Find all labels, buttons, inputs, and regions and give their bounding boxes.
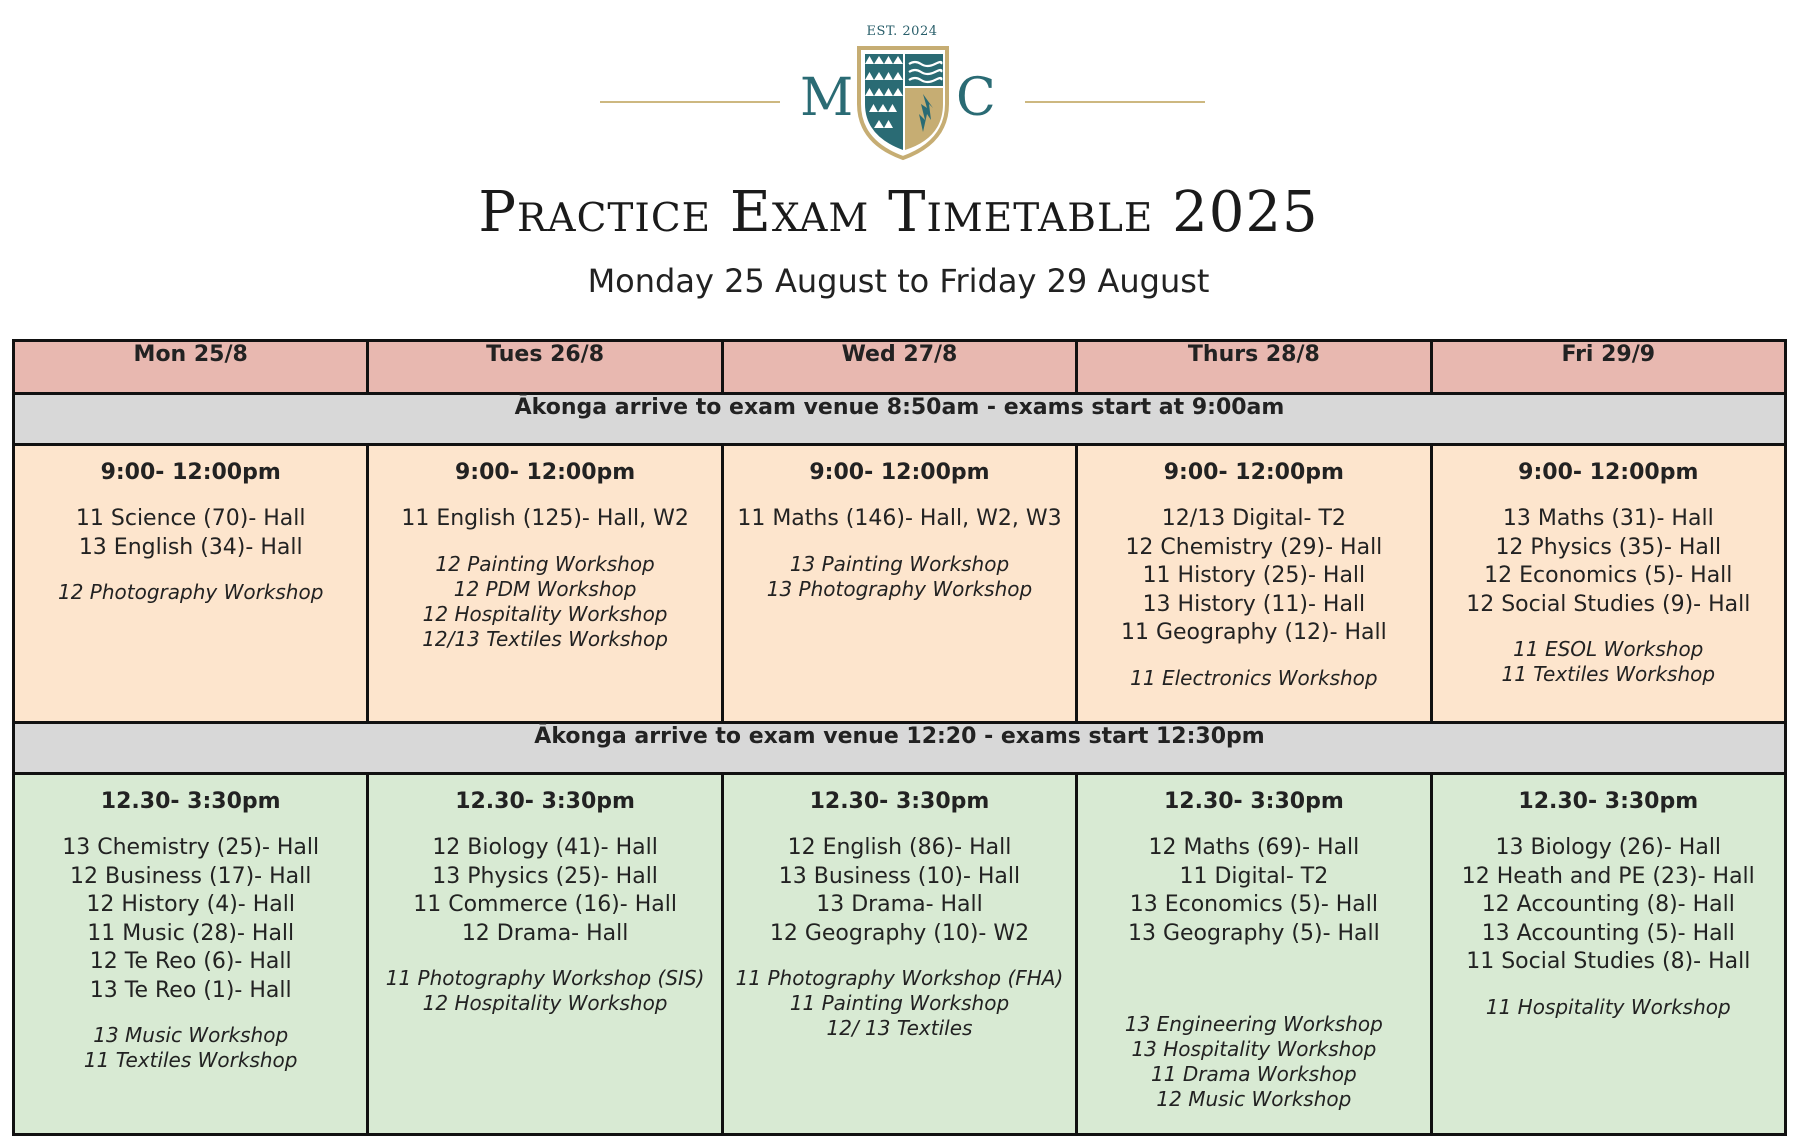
session-cell bbox=[722, 445, 1076, 723]
time-slot: 9:00- 12:00pm bbox=[454, 460, 636, 485]
workshop-entry: 13 Engineering Workshop bbox=[1124, 1012, 1383, 1036]
crest-icon bbox=[855, 42, 951, 162]
page-title: Practice Exam Timetable 2025 bbox=[478, 180, 1319, 245]
logo-letter-c: C bbox=[956, 68, 996, 128]
session-cell bbox=[14, 445, 368, 723]
logo-established: EST. 2024 bbox=[866, 24, 938, 39]
exam-entry: 12 History (4)- Hall bbox=[86, 892, 295, 917]
workshop-entry: 13 Photography Workshop bbox=[766, 576, 1033, 601]
workshop-entry: 11 Electronics Workshop bbox=[1130, 665, 1378, 690]
session-cell bbox=[1077, 774, 1431, 1135]
exam-entry: 12 Business (17)- Hall bbox=[70, 863, 312, 889]
exam-entry: 11 Music (28)- Hall bbox=[87, 920, 295, 946]
exam-entry: 13 Geography (5)- Hall bbox=[1127, 920, 1380, 946]
exam-entry: 13 Drama- Hall bbox=[816, 892, 983, 917]
day-header: Thurs 28/8 bbox=[1077, 341, 1431, 394]
workshop-entry: 11 Photography Workshop (SIS) bbox=[385, 966, 705, 990]
time-slot: 9:00- 12:00pm bbox=[1518, 460, 1699, 485]
workshop-entry: 11 Hospitality Workshop bbox=[1485, 994, 1731, 1019]
session-cell bbox=[722, 774, 1076, 1135]
exam-entry: 11 English (125)- Hall, W2 bbox=[401, 506, 689, 531]
exam-entry: 13 Accounting (5)- Hall bbox=[1481, 920, 1735, 946]
exam-entry: 12 Maths (69)- Hall bbox=[1148, 835, 1360, 860]
exam-entry: 13 Maths (31)- Hall bbox=[1502, 506, 1714, 531]
workshop-entry: 12 Hospitality Workshop bbox=[422, 991, 668, 1015]
session-cell bbox=[368, 445, 722, 723]
morning-banner: Ākonga arrive to exam venue 8:50am - exams start at 9:00am bbox=[14, 394, 1786, 445]
exam-entry: 11 Digital- T2 bbox=[1179, 863, 1329, 889]
exam-entry: 12/13 Digital- T2 bbox=[1161, 506, 1346, 531]
morning-banner-row bbox=[14, 394, 1786, 445]
exam-entry: 12 Te Reo (6)- Hall bbox=[89, 949, 292, 974]
workshop-entry: 12 Music Workshop bbox=[1156, 1087, 1352, 1111]
time-slot: 12.30- 3:30pm bbox=[455, 789, 635, 814]
exam-entry: 11 Maths (146)- Hall, W2, W3 bbox=[737, 506, 1062, 531]
exam-entry: 13 Physics (25)- Hall bbox=[432, 863, 658, 889]
workshop-entry: 11 ESOL Workshop bbox=[1513, 637, 1704, 661]
workshop-entry: 11 Textiles Workshop bbox=[1501, 662, 1716, 686]
exam-entry: 12 Biology (41)- Hall bbox=[432, 835, 658, 860]
time-slot: 12.30- 3:30pm bbox=[1163, 789, 1344, 814]
workshop-entry: 12/13 Textiles Workshop bbox=[422, 626, 668, 651]
exam-entry: 12 Economics (5)- Hall bbox=[1484, 563, 1733, 588]
exam-entry: 12 Social Studies (9)- Hall bbox=[1466, 591, 1751, 617]
day-header: Tues 26/8 bbox=[368, 341, 722, 394]
exam-entry: 12 Chemistry (29)- Hall bbox=[1125, 534, 1383, 560]
time-slot: 9:00- 12:00pm bbox=[100, 460, 281, 485]
workshop-entry: 12 Hospitality Workshop bbox=[422, 601, 668, 626]
workshop-entry: 11 Textiles Workshop bbox=[83, 1048, 298, 1072]
exam-entry: 13 Chemistry (25)- Hall bbox=[62, 835, 320, 860]
exam-entry: 12 Heath and PE (23)- Hall bbox=[1461, 863, 1755, 889]
exam-entry: 12 Drama- Hall bbox=[461, 920, 629, 946]
workshop-entry: 12 PDM Workshop bbox=[453, 576, 637, 601]
day-header: Mon 25/8 bbox=[14, 341, 368, 394]
day-header: Wed 27/8 bbox=[722, 341, 1076, 394]
workshop-entry: 13 Hospitality Workshop bbox=[1131, 1037, 1377, 1061]
exam-entry: 13 Economics (5)- Hall bbox=[1129, 892, 1379, 917]
exam-entry: 11 Commerce (16)- Hall bbox=[413, 892, 677, 917]
workshop-entry: 11 Painting Workshop bbox=[789, 991, 1010, 1015]
session-cell bbox=[1431, 774, 1785, 1135]
logo-divider-left bbox=[600, 101, 780, 103]
workshop-entry: 11 Photography Workshop (FHA) bbox=[735, 966, 1064, 990]
exam-entry: 11 History (25)- Hall bbox=[1142, 563, 1366, 588]
time-slot: 12.30- 3:30pm bbox=[100, 789, 281, 814]
time-slot: 9:00- 12:00pm bbox=[1163, 460, 1344, 485]
morning-session-row bbox=[14, 445, 1786, 723]
logo-divider-right bbox=[1025, 101, 1205, 103]
day-header: Fri 29/9 bbox=[1431, 341, 1785, 394]
exam-entry: 12 Accounting (8)- Hall bbox=[1481, 892, 1735, 917]
day-header-row bbox=[14, 341, 1786, 394]
exam-timetable bbox=[12, 339, 1787, 1136]
page-subtitle: Monday 25 August to Friday 29 August bbox=[587, 262, 1210, 300]
afternoon-banner-row bbox=[14, 723, 1786, 774]
exam-entry: 13 History (11)- Hall bbox=[1142, 591, 1366, 617]
workshop-entry: 12/ 13 Textiles bbox=[826, 1016, 973, 1040]
exam-entry: 13 Te Reo (1)- Hall bbox=[89, 977, 292, 1003]
afternoon-banner: Ākonga arrive to exam venue 12:20 - exams start 12:30pm bbox=[14, 723, 1786, 774]
exam-entry: 11 Geography (12)- Hall bbox=[1120, 620, 1387, 645]
workshop-entry: 13 Music Workshop bbox=[93, 1023, 289, 1047]
afternoon-session-row bbox=[14, 774, 1786, 1135]
exam-entry: 11 Science (70)- Hall bbox=[75, 506, 306, 531]
exam-entry: 11 Social Studies (8)- Hall bbox=[1466, 949, 1751, 974]
time-slot: 12.30- 3:30pm bbox=[809, 789, 990, 814]
exam-entry: 12 Geography (10)- W2 bbox=[769, 920, 1030, 946]
exam-entry: 13 Biology (26)- Hall bbox=[1495, 835, 1722, 860]
exam-entry: 13 Business (10)- Hall bbox=[778, 863, 1021, 889]
exam-entry: 12 English (86)- Hall bbox=[787, 835, 1012, 860]
workshop-entry: 13 Painting Workshop bbox=[789, 551, 1010, 576]
session-cell bbox=[14, 774, 368, 1135]
logo-letter-m: M bbox=[800, 68, 854, 128]
exam-entry: 12 Physics (35)- Hall bbox=[1495, 534, 1722, 560]
time-slot: 9:00- 12:00pm bbox=[809, 460, 990, 485]
workshop-entry: 11 Drama Workshop bbox=[1151, 1062, 1357, 1086]
exam-entry: 13 English (34)- Hall bbox=[78, 534, 303, 560]
school-logo bbox=[0, 0, 1797, 170]
workshop-entry: 12 Painting Workshop bbox=[435, 551, 655, 576]
session-cell bbox=[368, 774, 722, 1135]
session-cell bbox=[1431, 445, 1785, 723]
workshop-entry: 12 Photography Workshop bbox=[57, 580, 324, 604]
time-slot: 12.30- 3:30pm bbox=[1518, 789, 1699, 814]
session-cell bbox=[1077, 445, 1431, 723]
